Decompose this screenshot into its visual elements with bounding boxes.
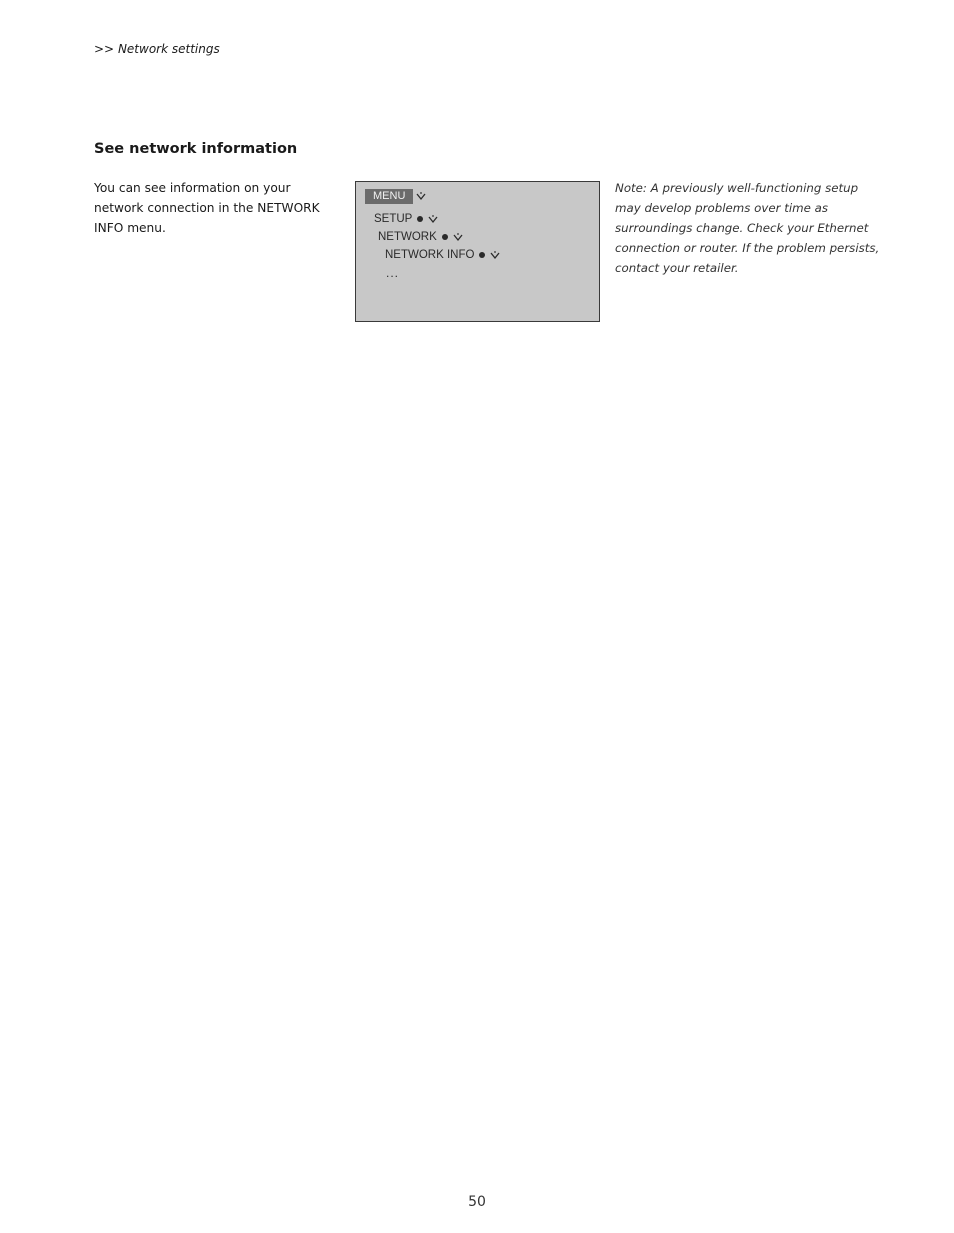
chevron-down-icon	[490, 250, 500, 260]
section-heading: See network information	[94, 141, 298, 157]
menu-row-setup	[374, 211, 438, 227]
breadcrumb-link[interactable]: Network settings	[117, 42, 220, 56]
breadcrumb	[94, 41, 220, 57]
page-number: 50	[468, 1194, 486, 1210]
note-line: may develop problems over time as	[615, 201, 828, 215]
menu-item-network-info: NETWORK INFO	[385, 249, 475, 261]
intro-paragraph	[94, 178, 334, 238]
note-line: connection or router. If the problem persists,	[615, 241, 880, 255]
menu-row-network	[378, 229, 463, 245]
chevron-down-icon	[416, 191, 426, 201]
menu-row-network-info	[385, 247, 500, 263]
intro-line: You can see information on your	[94, 181, 291, 195]
bullet-icon	[479, 252, 485, 258]
note-line: contact your retailer.	[615, 261, 739, 275]
menu-path-illustration	[355, 181, 600, 322]
menu-tag: MENU	[365, 189, 413, 204]
note-line: Note: A previously well-functioning setup	[615, 181, 859, 195]
note-line: surroundings change. Check your Ethernet	[615, 221, 869, 235]
chevron-down-icon	[453, 232, 463, 242]
bullet-icon	[442, 234, 448, 240]
note-paragraph	[615, 178, 880, 278]
bullet-icon	[417, 216, 423, 222]
menu-item-setup: SETUP	[374, 213, 413, 225]
menu-ellipsis: ...	[386, 266, 400, 280]
intro-line: INFO menu.	[94, 221, 166, 235]
intro-line: network connection in the NETWORK	[94, 201, 320, 215]
menu-row-menu	[365, 188, 426, 204]
menu-item-network: NETWORK	[378, 231, 437, 243]
chevron-down-icon	[428, 214, 438, 224]
breadcrumb-prefix: >>	[94, 42, 115, 56]
